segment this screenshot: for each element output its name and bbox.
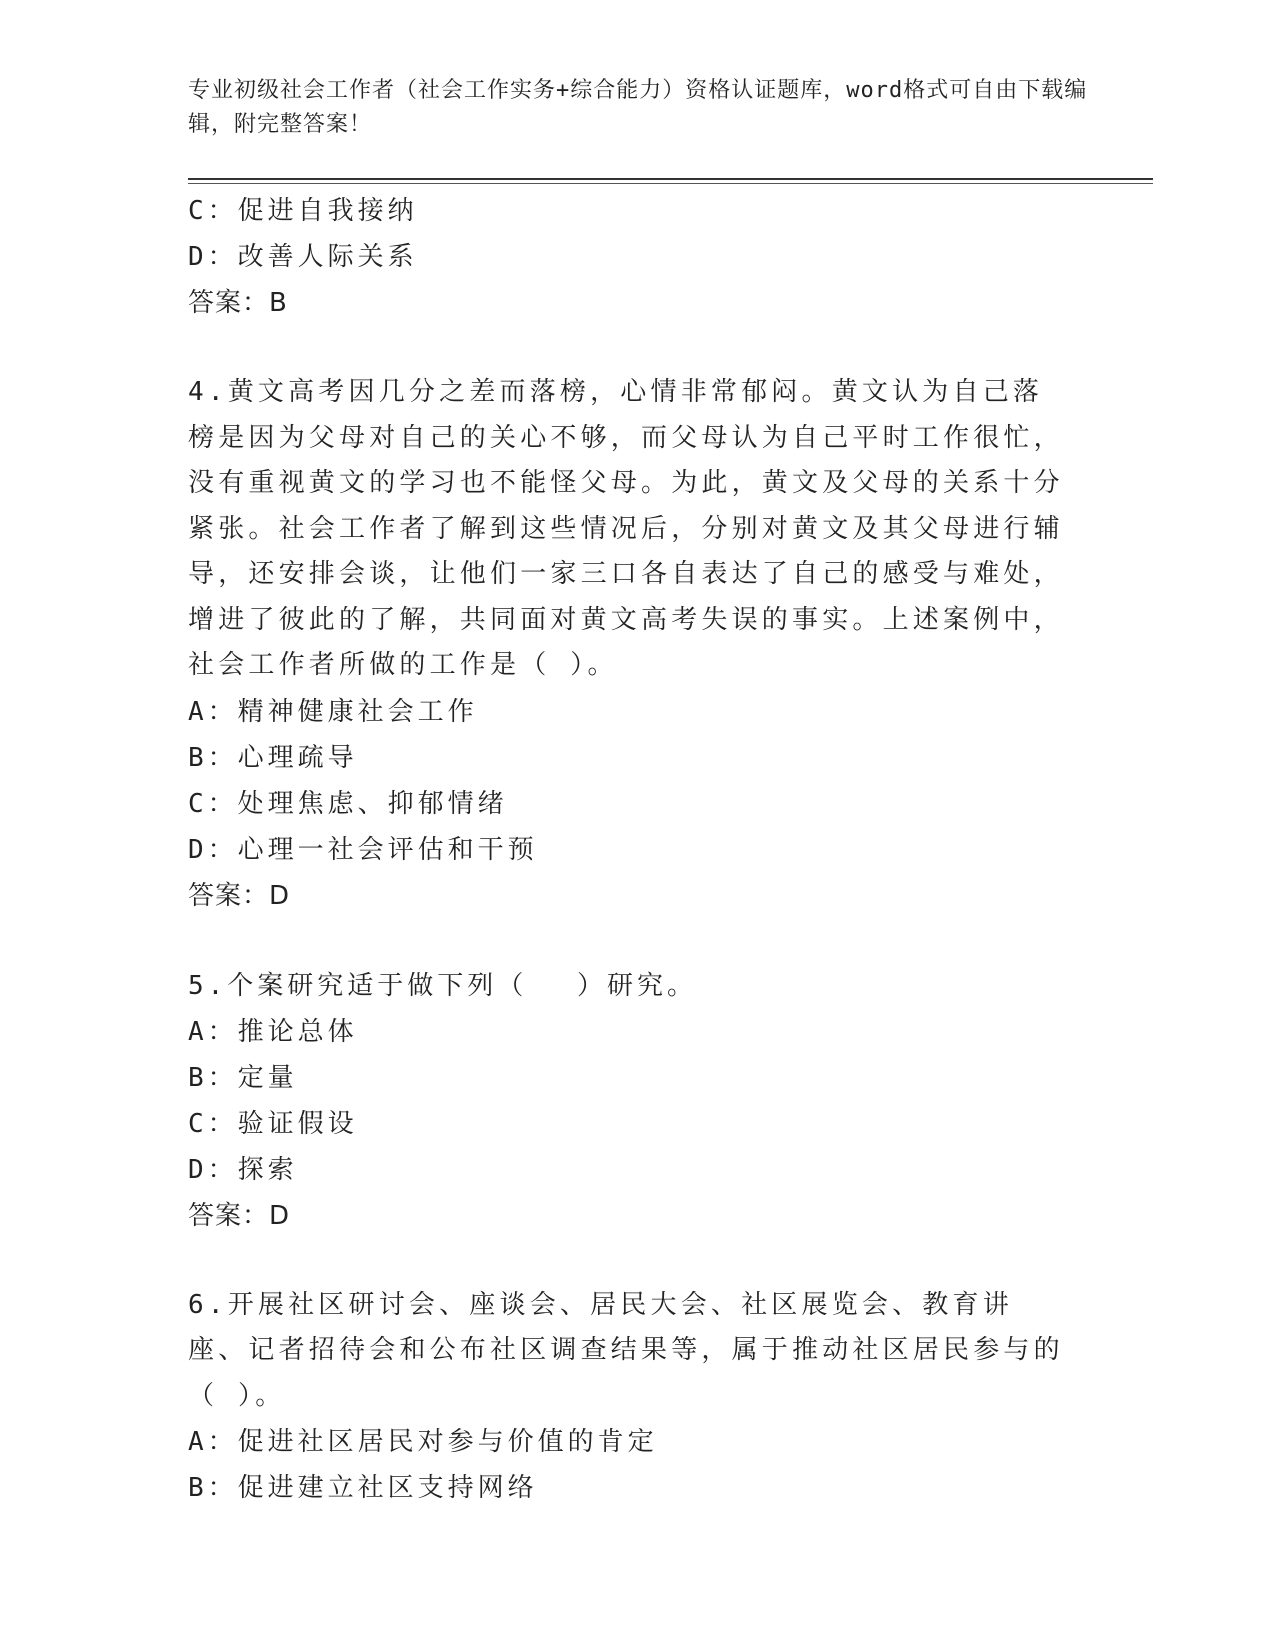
option-c: C：处理焦虑、抑郁情绪 [188,788,508,819]
header-rule-thin [188,183,1153,184]
option-d: D：改善人际关系 [188,242,418,272]
question-stem: 4.黄文高考因几分之差而落榜，心情非常郁闷。黄文认为自己落榜是因为父母对自己的关心不够，而父母认为自己平时工作很忙，没有重视黄文的学习也不能怪父母。为此，黄文及父母的关系十分紧张。社会工作者了解到这些情况后，分别对黄文及其父母进行辅导，还安排会谈，让他们一家三口各自表达了自己的感受与难处，增进了彼此的了解，共同面对黄文高考失误的事实。上述案例中，社会工作者所做的工作是（ ）。 [188,377,1064,680]
option-b: B：定量 [188,1062,298,1093]
spacer [188,1239,1088,1283]
option-d: D：心理一社会评估和干预 [188,834,538,865]
header-rule-thick [188,178,1153,180]
option-a: A：推论总体 [188,1016,358,1047]
spacer [188,326,1088,370]
question-content [188,188,1088,1511]
answer-line: 答案：B [188,288,288,318]
option-d: D：探索 [188,1154,298,1185]
answer-line: 答案：D [188,1200,291,1231]
option-b: B：心理疏导 [188,742,358,773]
option-c: C：验证假设 [188,1108,358,1139]
question-stem: 6.开展社区研讨会、座谈会、居民大会、社区展览会、教育讲座、记者招待会和公布社区调查结果等，属于推动社区居民参与的（ ）。 [188,1289,1064,1411]
question-stem: 5.个案研究适于做下列（ ）研究。 [188,970,697,1001]
spacer [188,919,1088,963]
question-4 [188,370,1088,919]
question-3 [188,188,1088,326]
option-a: A：精神健康社会工作 [188,696,478,727]
option-b: B：促进建立社区支持网络 [188,1473,538,1503]
option-c: C：促进自我接纳 [188,196,418,226]
answer-line: 答案：D [188,880,291,911]
question-6 [188,1283,1088,1512]
option-a: A：促进社区居民对参与价值的肯定 [188,1427,658,1457]
question-5 [188,963,1088,1239]
page-header: 专业初级社会工作者（社会工作实务+综合能力）资格认证题库，word格式可自由下载编辑，附完整答案！ [188,78,1088,137]
